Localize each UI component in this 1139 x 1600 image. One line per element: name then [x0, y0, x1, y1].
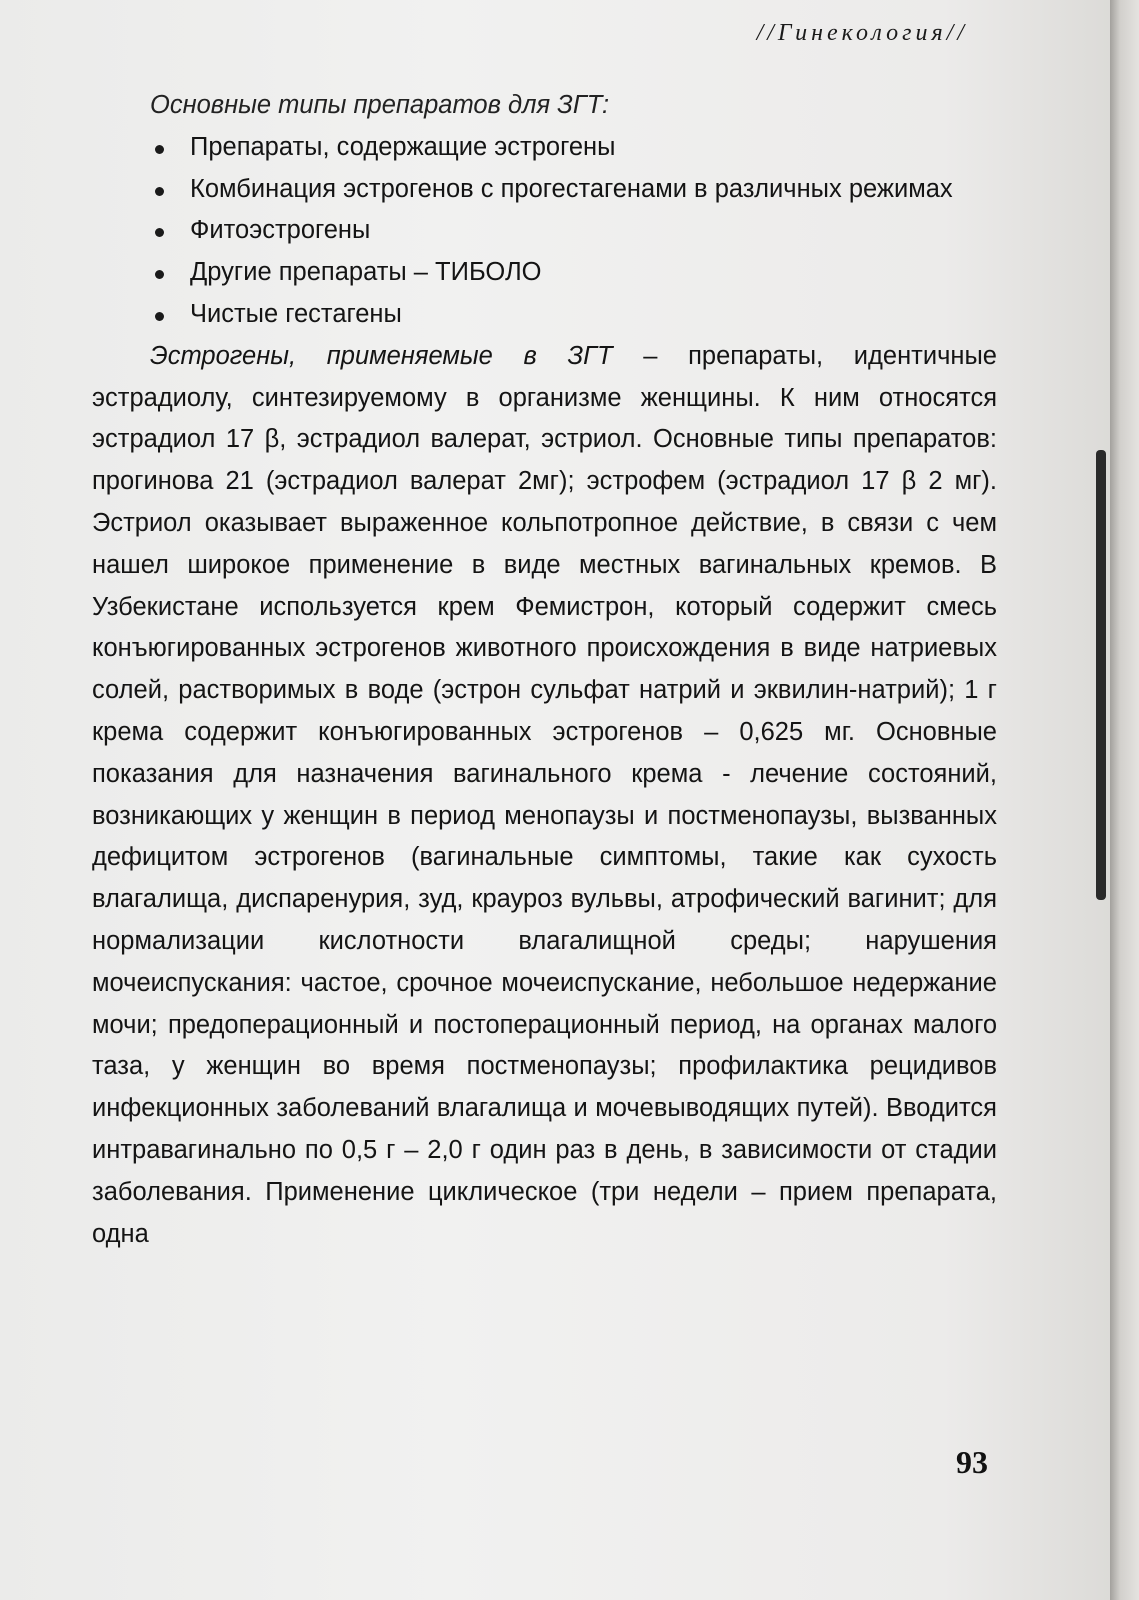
list-item-text: Другие препараты – ТИБОЛО — [190, 258, 542, 287]
list-item — [92, 252, 997, 294]
bullet-icon — [155, 270, 164, 279]
body-paragraph — [92, 336, 997, 1256]
section-heading: Основные типы препаратов для ЗГТ: — [150, 91, 610, 119]
paragraph-text: – препараты, идентичные эстрадиолу, синтезируемому в организме женщины. К ним относятся эстрадиол 17 β, эстрадиол валерат, эстриол. Основные типы препаратов: прогинова 21 (эстрадиол валерат 2мг); эстрофем (эстрадиол 17 β 2 мг). Эстриол оказывает выраженное кольпотропное действие, в связи с чем нашел широкое применение в виде местных вагинальных кремов. В Узбекистане используется крем Фемистрон, который содержит смесь конъюгированных эстрогенов животного происхождения в виде натриевых солей, растворимых в воде (эстрон сульфат натрий и эквилин-натрий); 1 г крема содержит конъюгированных эстрогенов – 0,625 мг. Основные показания для назначения вагинального крема - лечение состояний, возникающих у женщин в период менопаузы и постменопаузы, вызванных дефицитом эстрогенов (вагинальные симптомы, такие как сухость влагалища, диспаренурия, зуд, крауроз вульвы, атрофический вагинит; для нормализации кислотности влагалищной среды; нарушения мочеиспускания: частое, срочное мочеиспускание, небольшое недержание мочи; предоперационный и постоперационный период, на органах малого таза, у женщин во время постменопаузы; профилактика рецидивов инфекционных заболеваний влагалища и мочевыводящих путей). Вводится интравагинально по 0,5 г – 2,0 г один раз в день, в зависимости от стадии заболевания. Применение циклическое (три недели – прием препарата, одна — [92, 341, 997, 1248]
bullet-icon — [155, 145, 164, 154]
bullet-icon — [155, 312, 164, 321]
running-title: //Гинекология// — [756, 20, 968, 46]
list-item-text: Чистые гестагены — [190, 299, 402, 328]
list-item — [92, 169, 997, 211]
list-item-text: Фитоэстрогены — [190, 216, 371, 245]
list-item — [92, 127, 997, 169]
paragraph-lead: Эстрогены, применяемые в ЗГТ — [150, 341, 613, 370]
list-item — [92, 294, 997, 336]
page-number: 93 — [956, 1444, 988, 1480]
drug-type-list — [92, 127, 997, 336]
list-item-text: Комбинация эстрогенов с прогестагенами в различных режимах — [190, 174, 953, 203]
bullet-icon — [155, 228, 164, 237]
page-edge — [1110, 0, 1139, 1600]
list-item — [92, 210, 997, 252]
page-content — [92, 85, 997, 1255]
list-item-text: Препараты, содержащие эстрогены — [190, 132, 616, 161]
binding-shadow — [1096, 450, 1106, 900]
bullet-icon — [155, 187, 164, 196]
